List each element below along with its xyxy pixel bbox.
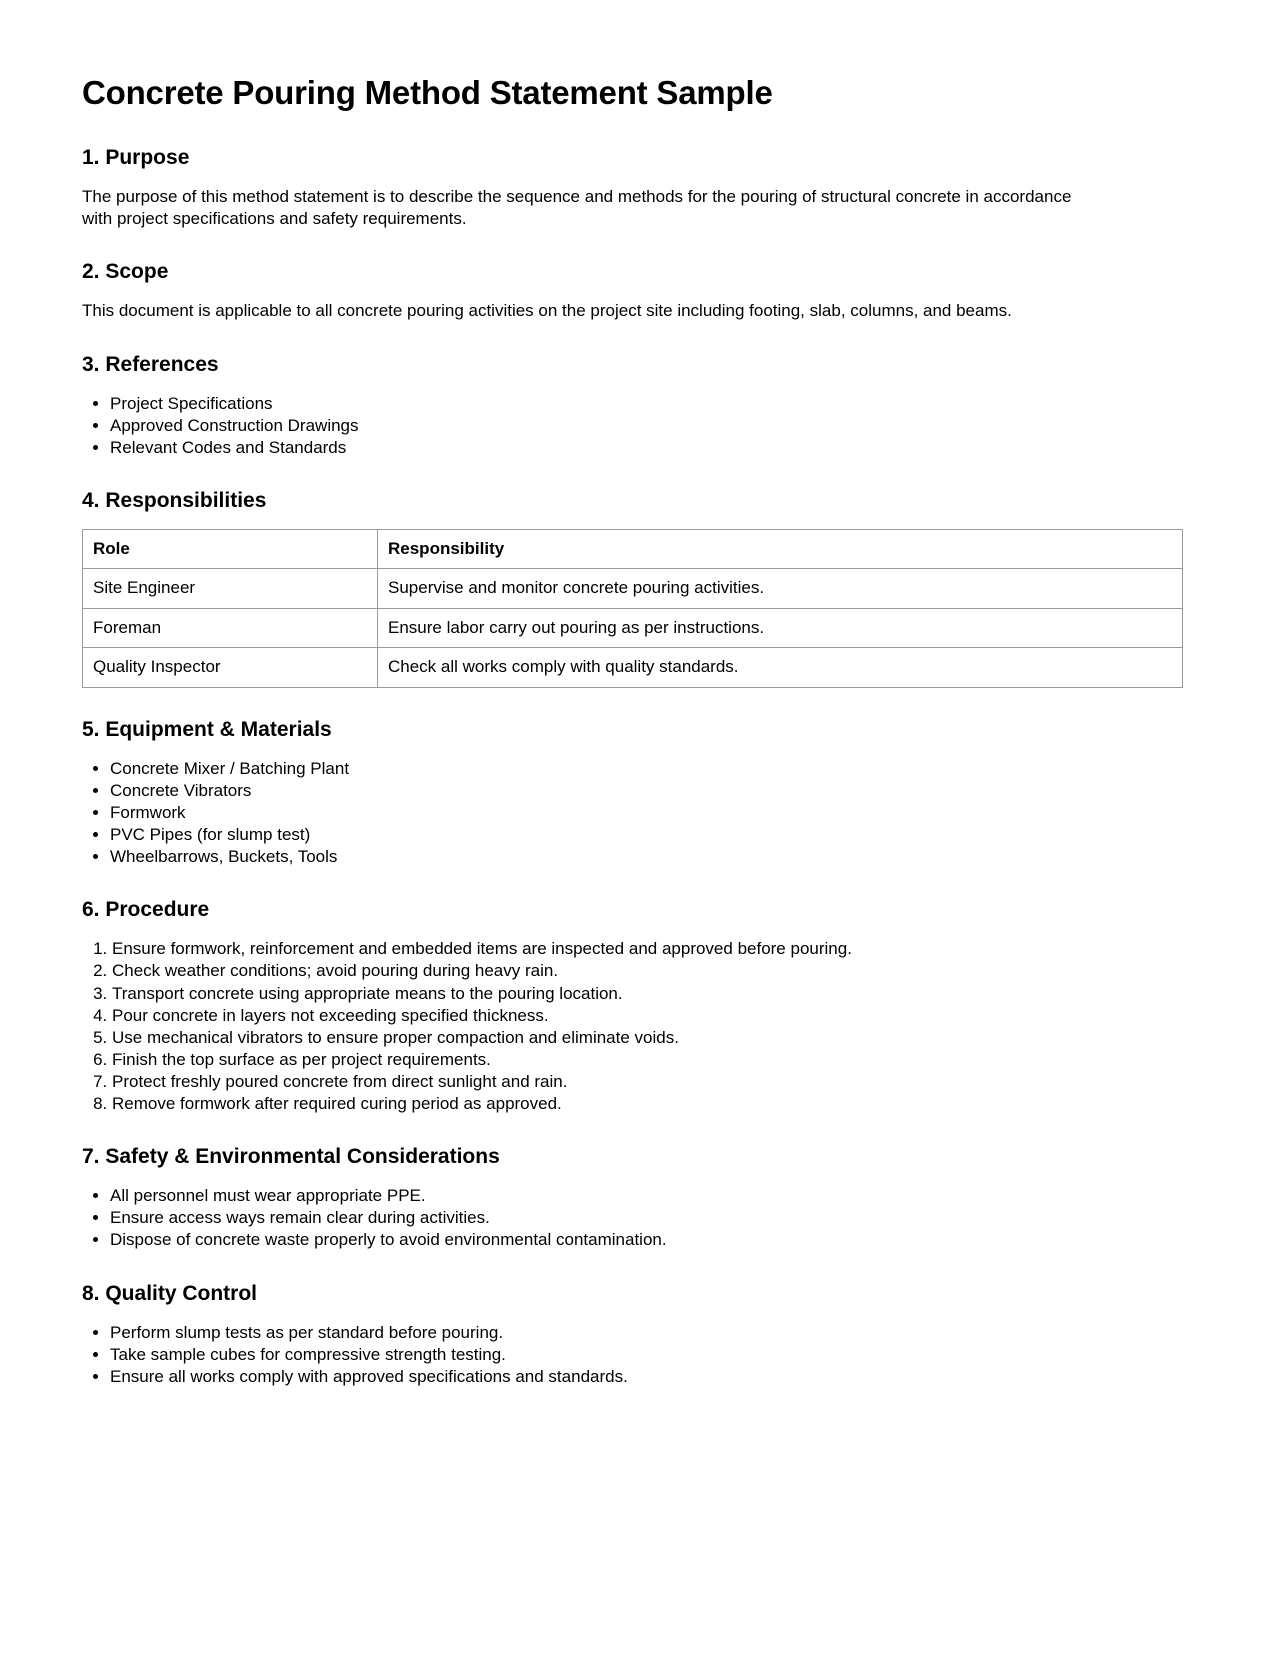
equipment-list	[82, 758, 1181, 868]
paragraph-scope: This document is applicable to all concrete pouring activities on the project site including footing, slab, columns, and beams.	[82, 301, 1012, 321]
list-item: 6. Finish the top surface as per project requirements.	[112, 1049, 1181, 1071]
list-item: • Wheelbarrows, Buckets, Tools	[110, 846, 1181, 868]
quality-control-list	[82, 1322, 1181, 1388]
list-item: • All personnel must wear appropriate PPE.	[110, 1185, 1181, 1207]
table-row	[83, 569, 1183, 608]
paragraph-purpose: The purpose of this method statement is to describe the sequence and methods for the pouring of structural concrete in accordance with project specifications and safety requirements.	[82, 187, 1072, 229]
table-cell-role: Foreman	[83, 608, 378, 647]
table-cell-responsibility: Check all works comply with quality standards.	[378, 648, 1183, 687]
list-item: 2. Check weather conditions; avoid pouring during heavy rain.	[112, 960, 1181, 982]
section-heading-responsibilities: 4. Responsibilities	[82, 488, 267, 512]
list-item: • Project Specifications	[110, 393, 1181, 415]
safety-list	[82, 1185, 1181, 1251]
list-item: • Concrete Vibrators	[110, 780, 1181, 802]
list-item: • Concrete Mixer / Batching Plant	[110, 758, 1181, 780]
list-item: 7. Protect freshly poured concrete from direct sunlight and rain.	[112, 1071, 1181, 1093]
table-row	[83, 648, 1183, 687]
list-item: • Ensure all works comply with approved specifications and standards.	[110, 1366, 1181, 1388]
section-heading-quality-control: 8. Quality Control	[82, 1281, 258, 1305]
list-item: 5. Use mechanical vibrators to ensure proper compaction and eliminate voids.	[112, 1027, 1181, 1049]
list-item: 4. Pour concrete in layers not exceeding specified thickness.	[112, 1005, 1181, 1027]
section-heading-references: 3. References	[82, 352, 219, 376]
page-bottom-whitespace	[82, 1418, 1181, 1628]
table-cell-responsibility: Ensure labor carry out pouring as per instructions.	[378, 608, 1183, 647]
list-item: • Dispose of concrete waste properly to avoid environmental contamination.	[110, 1229, 1181, 1251]
section-procedure	[82, 898, 1181, 1115]
section-references	[82, 353, 1181, 459]
responsibilities-table	[82, 529, 1183, 688]
table-cell-role: Quality Inspector	[83, 648, 378, 687]
section-heading-procedure: 6. Procedure	[82, 898, 210, 922]
list-item: 8. Remove formwork after required curing period as approved.	[112, 1093, 1181, 1115]
table-cell-responsibility: Supervise and monitor concrete pouring activities.	[378, 569, 1183, 608]
section-safety	[82, 1145, 1181, 1251]
list-item: 3. Transport concrete using appropriate means to the pouring location.	[112, 983, 1181, 1005]
table-header-row	[83, 530, 1183, 569]
references-list	[82, 393, 1181, 459]
section-heading-scope: 2. Scope	[82, 260, 169, 284]
list-item: • Relevant Codes and Standards	[110, 437, 1181, 459]
section-scope	[82, 260, 1181, 322]
list-item: • Take sample cubes for compressive strength testing.	[110, 1344, 1181, 1366]
procedure-list	[82, 938, 1181, 1115]
list-item: • Perform slump tests as per standard before pouring.	[110, 1322, 1181, 1344]
section-responsibilities	[82, 489, 1181, 688]
page-title: Concrete Pouring Method Statement Sample	[82, 74, 773, 111]
section-quality-control	[82, 1282, 1181, 1388]
table-column-header-responsibility: Responsibility	[378, 530, 1183, 569]
list-item: • Formwork	[110, 802, 1181, 824]
section-heading-safety: 7. Safety & Environmental Considerations	[82, 1145, 500, 1169]
section-heading-purpose: 1. Purpose	[82, 145, 190, 169]
table-row	[83, 608, 1183, 647]
section-purpose	[82, 146, 1181, 230]
list-item: • Approved Construction Drawings	[110, 415, 1181, 437]
list-item: 1. Ensure formwork, reinforcement and embedded items are inspected and approved before pouring.	[112, 938, 1181, 960]
list-item: • PVC Pipes (for slump test)	[110, 824, 1181, 846]
table-cell-role: Site Engineer	[83, 569, 378, 608]
list-item: • Ensure access ways remain clear during activities.	[110, 1207, 1181, 1229]
table-column-header-role: Role	[83, 530, 378, 569]
section-heading-equipment: 5. Equipment & Materials	[82, 717, 332, 741]
section-equipment	[82, 718, 1181, 869]
